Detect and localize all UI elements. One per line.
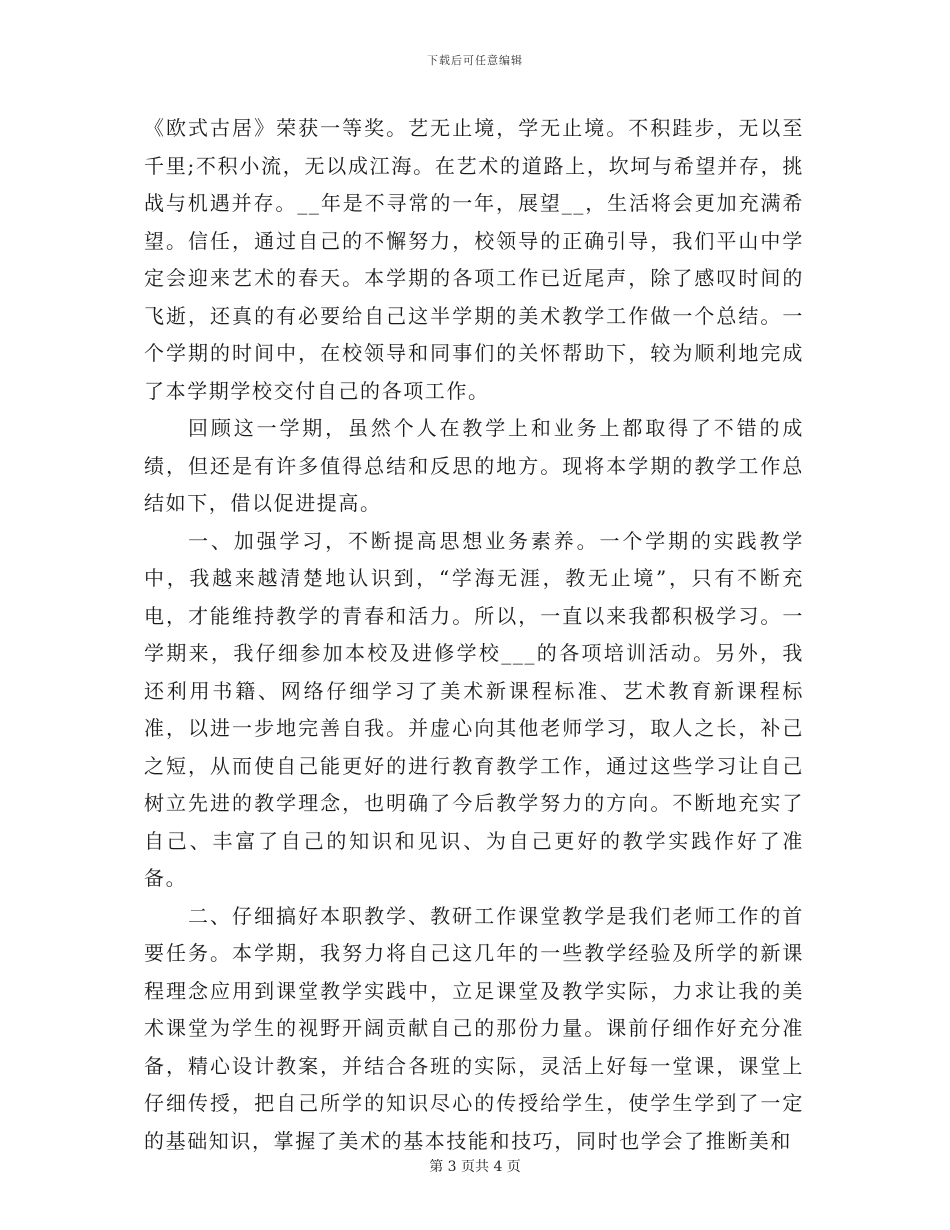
paragraph-1: 《欧式古居》荣获一等奖。艺无止境，学无止境。不积跬步，无以至千里;不积小流，无以成江海。在艺术的道路上，坎坷与希望并存，挑战与机遇并存。__年是不寻常的一年，展望__，生活将会更加充满希望。信任，通过自己的不懈努力，校领导的正确引导，我们平山中学定会迎来艺术的春天。本学期的各项工作已近尾声，除了感叹时间的飞逝，还真的有必要给自己这半学期的美术教学工作做一个总结。一个学期的时间中，在校领导和同事们的关怀帮助下，较为顺利地完成了本学期学校交付自己的各项工作。 — [144, 116, 804, 403]
paragraph-3: 一、加强学习，不断提高思想业务素养。一个学期的实践教学中，我越来越清楚地认识到，“学海无涯，教无止境”，只有不断充电，才能维持教学的青春和活力。所以，一直以来我都积极学习。一学期来，我仔细参加本校及进修学校___的各项培训活动。另外，我还利用书籍、网络仔细学习了美术新课程标准、艺术教育新课程标准，以进一步地完善自我。并虚心向其他老师学习，取人之长，补己之短，从而使自己能更好的进行教育教学工作，通过这些学习让自己树立先进的教学理念，也明确了今后教学努力的方向。不断地充实了自己、丰富了自己的知识和见识、为自己更好的教学实践作好了准备。 — [144, 528, 804, 890]
page-number: 第 3 页共 4 页 — [429, 1159, 521, 1175]
paragraph-4: 二、仔细搞好本职教学、教研工作课堂教学是我们老师工作的首要任务。本学期，我努力将自己这几年的一些教学经验及所学的新课程理念应用到课堂教学实践中，立足课堂及教学实际，力求让我的美术课堂为学生的视野开阔贡献自己的那份力量。课前仔细作好充分准备，精心设计教案，并结合各班的实际，灵活上好每一堂课，课堂上仔细传授，把自己所学的知识尽心的传授给学生，使学生学到了一定的基础知识，掌握了美术的基本技能和技巧，同时也学会了推断美和 — [144, 903, 804, 1153]
document-body — [144, 110, 804, 1160]
paragraph-2: 回顾这一学期，虽然个人在教学上和业务上都取得了不错的成绩，但还是有许多值得总结和反思的地方。现将本学期的教学工作总结如下，借以促进提高。 — [144, 416, 804, 515]
page-header: 下载后可任意编辑 — [427, 54, 523, 67]
